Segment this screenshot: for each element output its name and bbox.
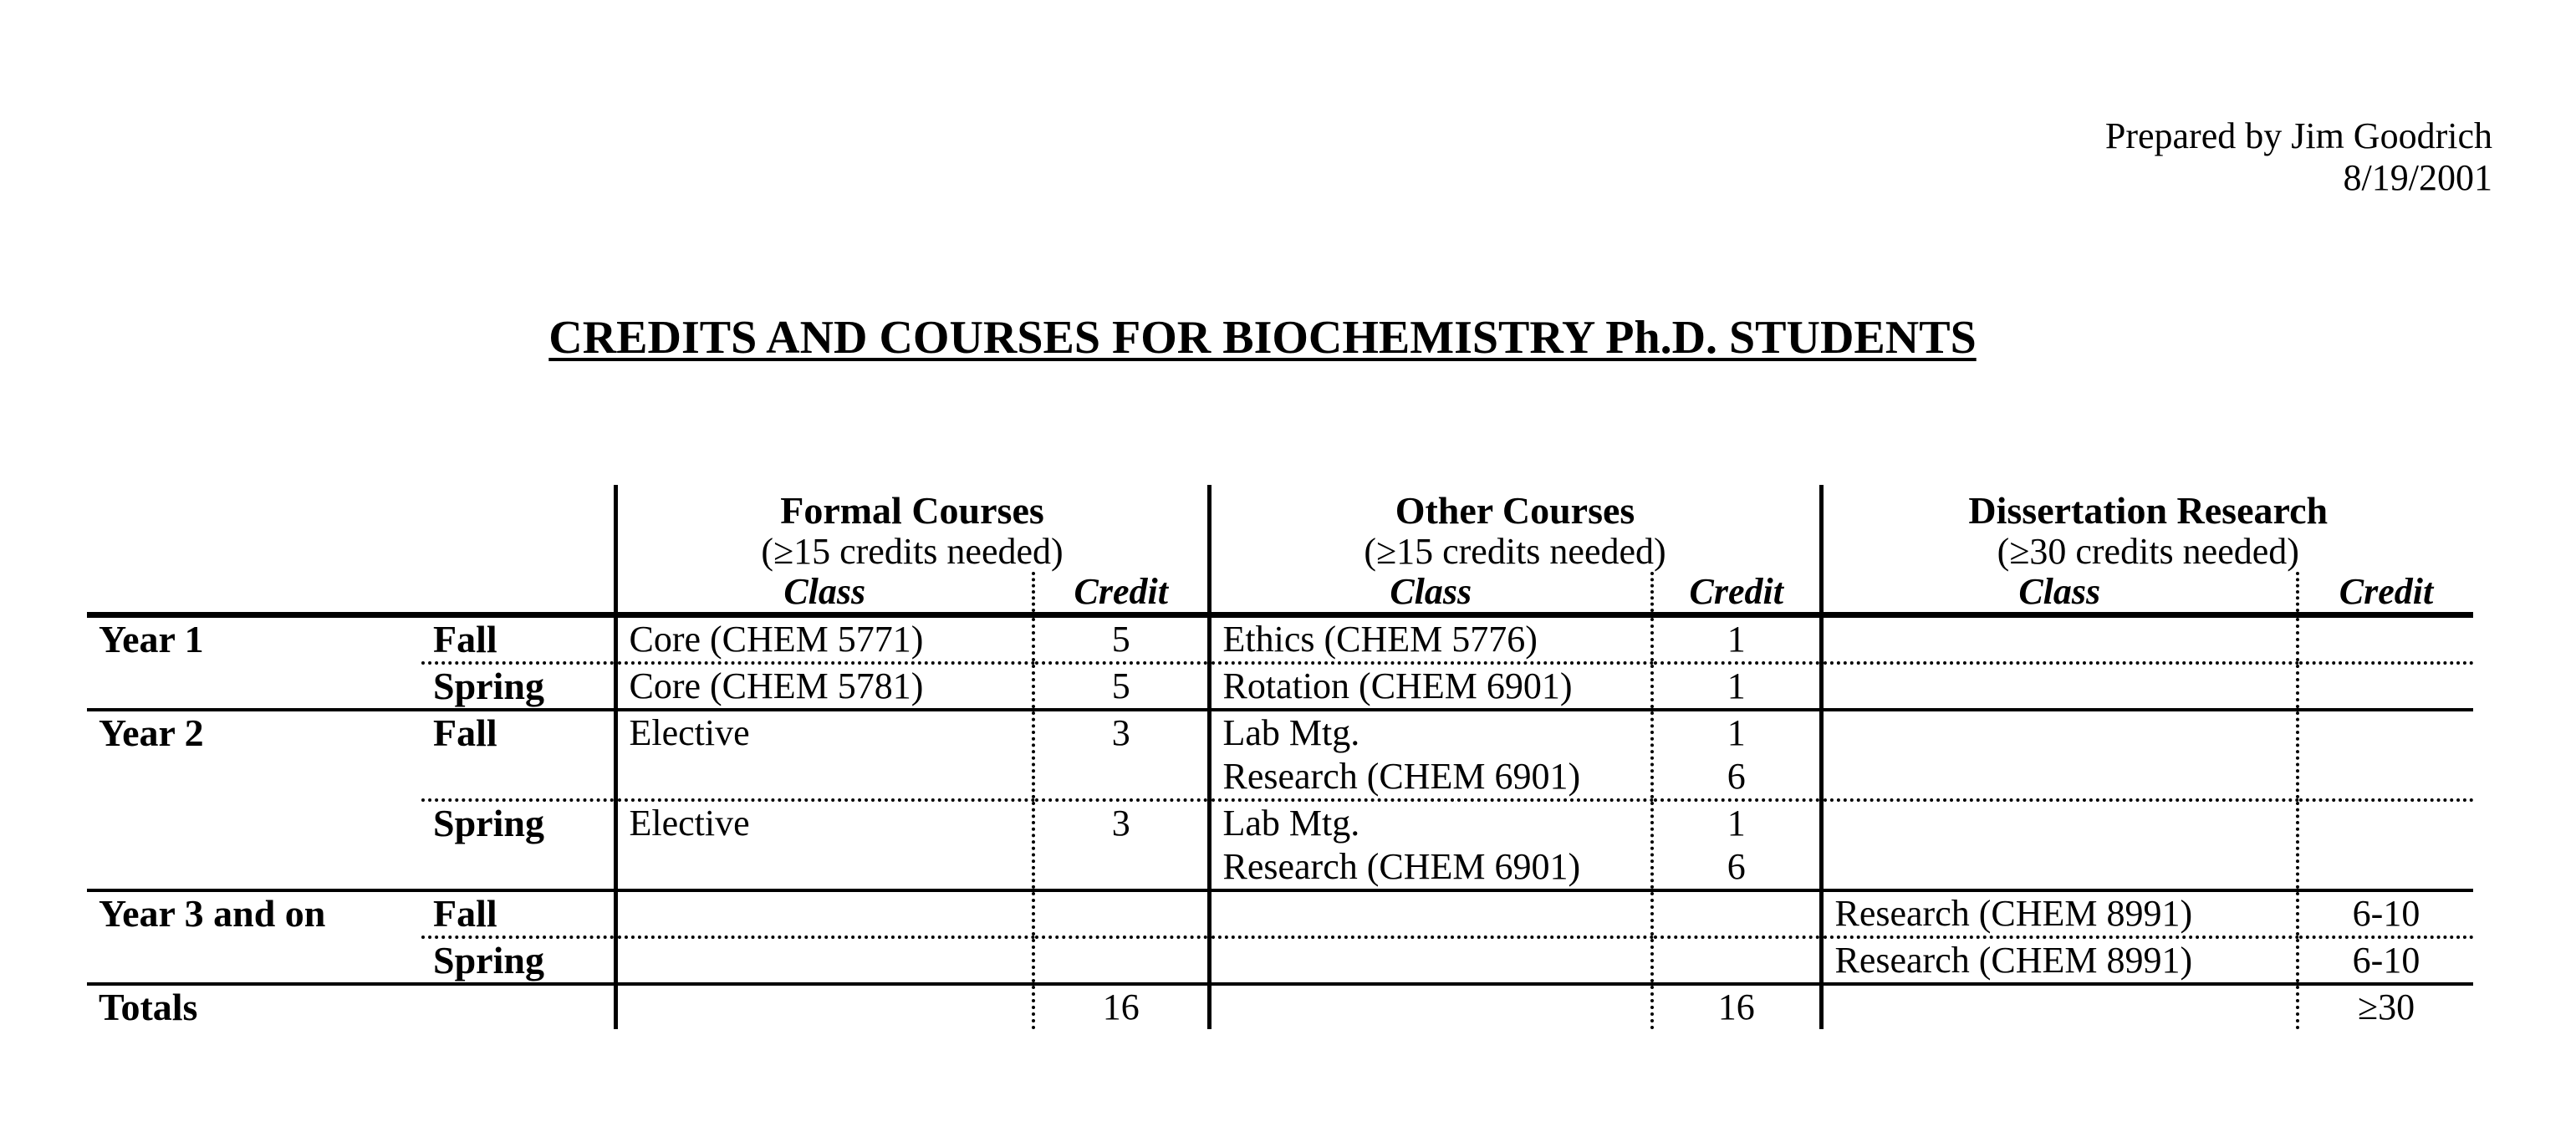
- dissertation-class-cell: [1821, 615, 2298, 664]
- table-row: [87, 710, 2473, 800]
- other-credit-cell: [1652, 937, 1821, 984]
- formal-credit-cell: 5: [1033, 663, 1209, 710]
- term-label: Fall: [421, 615, 615, 664]
- other-class-header: Class: [1209, 572, 1652, 615]
- column-header-row: [87, 572, 2473, 615]
- formal-class-header: Class: [615, 572, 1033, 615]
- formal-courses-title: Formal Courses: [780, 489, 1044, 532]
- year-2-label: Year 2: [99, 711, 204, 754]
- formal-courses-header: [615, 485, 1209, 572]
- dissertation-class-header: Class: [1821, 572, 2298, 615]
- dissertation-class-cell: [1821, 984, 2298, 1029]
- prepared-by-block: [2105, 115, 2492, 199]
- other-class-cell: Ethics (CHEM 5776): [1209, 615, 1652, 664]
- other-credit-line: 1: [1727, 803, 1746, 844]
- table-row: [87, 890, 2473, 937]
- other-class-cell: [1209, 800, 1652, 890]
- other-credit-cell: [1652, 710, 1821, 800]
- formal-class-cell: Elective: [615, 800, 1033, 890]
- other-credit-line: 6: [1727, 756, 1746, 797]
- document-title: CREDITS AND COURSES FOR BIOCHEMISTRY Ph.D. STUDENTS: [548, 312, 1977, 364]
- formal-credit-cell: 3: [1033, 710, 1209, 800]
- prepared-by-text: Prepared by Jim Goodrich: [2104, 115, 2492, 156]
- totals-row: [87, 984, 2473, 1029]
- table-row: [87, 937, 2473, 984]
- dissertation-research-title: Dissertation Research: [1968, 489, 2329, 532]
- dissertation-class-cell: [1821, 663, 2298, 710]
- formal-total-credit: 16: [1033, 984, 1209, 1029]
- other-credit-cell: 1: [1652, 615, 1821, 664]
- other-courses-header: [1209, 485, 1821, 572]
- group-header-row: [87, 485, 2473, 572]
- term-label: Spring: [421, 937, 615, 984]
- other-credit-line: 1: [1727, 712, 1746, 753]
- credits-table: [87, 485, 2473, 1029]
- other-class-line: Lab Mtg.: [1222, 712, 1360, 753]
- formal-credit-header: Credit: [1033, 572, 1209, 615]
- dissertation-credit-cell: [2298, 663, 2473, 710]
- other-courses-note: (≥15 credits needed): [1364, 531, 1666, 572]
- formal-class-cell: [615, 890, 1033, 937]
- year-1-label: Year 1: [99, 618, 204, 660]
- formal-credit-cell: 3: [1033, 800, 1209, 890]
- term-label: Spring: [421, 800, 615, 890]
- prepared-date: 8/19/2001: [2343, 157, 2492, 198]
- year-3-label: Year 3 and on: [99, 892, 326, 935]
- totals-label: Totals: [99, 986, 198, 1028]
- formal-class-cell: Core (CHEM 5771): [615, 615, 1033, 664]
- other-credit-header: Credit: [1652, 572, 1821, 615]
- dissertation-research-header: [1821, 485, 2473, 572]
- other-class-cell: [1209, 984, 1652, 1029]
- dissertation-total-credit: ≥30: [2298, 984, 2473, 1029]
- dissertation-credit-cell: 6-10: [2298, 937, 2473, 984]
- other-credit-cell: [1652, 800, 1821, 890]
- dissertation-credit-cell: 6-10: [2298, 890, 2473, 937]
- other-credit-cell: 1: [1652, 663, 1821, 710]
- other-class-cell: [1209, 937, 1652, 984]
- formal-credit-cell: [1033, 890, 1209, 937]
- formal-courses-note: (≥15 credits needed): [761, 531, 1064, 572]
- dissertation-credit-cell: [2298, 710, 2473, 800]
- formal-class-cell: Core (CHEM 5781): [615, 663, 1033, 710]
- other-class-cell: [1209, 710, 1652, 800]
- term-label: Fall: [421, 890, 615, 937]
- dissertation-class-cell: Research (CHEM 8991): [1821, 937, 2298, 984]
- other-class-line: Lab Mtg.: [1222, 803, 1360, 844]
- other-credit-cell: [1652, 890, 1821, 937]
- formal-credit-cell: [1033, 937, 1209, 984]
- dissertation-credit-cell: [2298, 615, 2473, 664]
- term-label: Fall: [421, 710, 615, 800]
- other-class-cell: [1209, 890, 1652, 937]
- dissertation-credit-header: Credit: [2298, 572, 2473, 615]
- other-credit-line: 6: [1727, 846, 1746, 887]
- other-class-cell: Rotation (CHEM 6901): [1209, 663, 1652, 710]
- formal-class-cell: Elective: [615, 710, 1033, 800]
- formal-credit-cell: 5: [1033, 615, 1209, 664]
- dissertation-research-note: (≥30 credits needed): [1997, 531, 2299, 572]
- other-courses-title: Other Courses: [1395, 489, 1635, 532]
- other-class-line: Research (CHEM 6901): [1222, 756, 1581, 797]
- other-total-credit: 16: [1652, 984, 1821, 1029]
- dissertation-credit-cell: [2298, 800, 2473, 890]
- term-label: Spring: [421, 663, 615, 710]
- dissertation-class-cell: Research (CHEM 8991): [1821, 890, 2298, 937]
- table-row: [87, 615, 2473, 664]
- dissertation-class-cell: [1821, 710, 2298, 800]
- formal-class-cell: [615, 984, 1033, 1029]
- formal-class-cell: [615, 937, 1033, 984]
- dissertation-class-cell: [1821, 800, 2298, 890]
- table-row: [87, 800, 2473, 890]
- other-class-line: Research (CHEM 6901): [1222, 846, 1581, 887]
- table-row: [87, 663, 2473, 710]
